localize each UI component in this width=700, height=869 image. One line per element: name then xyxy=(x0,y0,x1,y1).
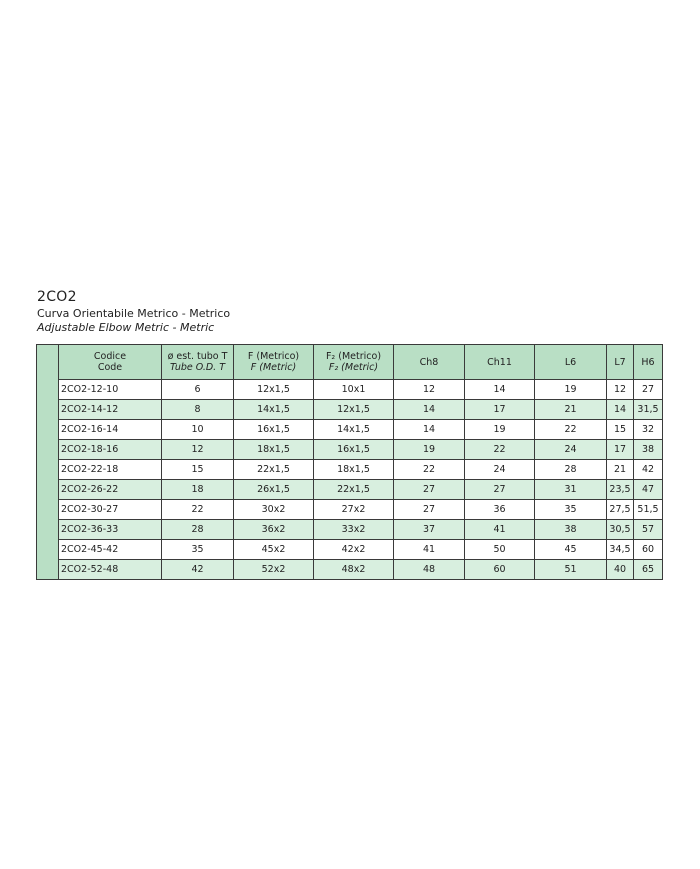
table-cell: 35 xyxy=(535,500,607,520)
table-cell: 45x2 xyxy=(234,540,314,560)
table-cell: 22 xyxy=(535,420,607,440)
column-header-label: L6 xyxy=(564,356,577,368)
table-cell: 28 xyxy=(162,520,234,540)
table-row xyxy=(59,520,663,540)
table-cell: 12 xyxy=(607,380,634,400)
table-cell: 14x1,5 xyxy=(314,420,394,440)
table-row xyxy=(59,560,663,580)
table-cell: 14 xyxy=(394,400,465,420)
table-cell: 22 xyxy=(394,460,465,480)
table-cell: 24 xyxy=(465,460,535,480)
column-header-sublabel: F₂ (Metric) xyxy=(328,362,379,373)
table-cell: 2CO2-30-27 xyxy=(59,500,162,520)
table-cell: 36x2 xyxy=(234,520,314,540)
table-cell: 51,5 xyxy=(634,500,663,520)
table-cell: 27,5 xyxy=(607,500,634,520)
table-cell: 22x1,5 xyxy=(314,480,394,500)
table-cell: 2CO2-12-10 xyxy=(59,380,162,400)
table-cell: 45 xyxy=(535,540,607,560)
column-header-label: F₂ (Metrico) xyxy=(325,351,382,362)
table-cell: 27 xyxy=(394,500,465,520)
table-cell: 18x1,5 xyxy=(314,460,394,480)
table-cell: 22 xyxy=(465,440,535,460)
table-cell: 60 xyxy=(465,560,535,580)
table-cell: 32 xyxy=(634,420,663,440)
column-header xyxy=(162,345,234,380)
table-cell: 2CO2-45-42 xyxy=(59,540,162,560)
column-header xyxy=(607,345,634,380)
table-cell: 2CO2-36-33 xyxy=(59,520,162,540)
title-italian: Curva Orientabile Metrico - Metrico xyxy=(37,307,231,320)
table-cell: 42 xyxy=(634,460,663,480)
table-cell: 41 xyxy=(465,520,535,540)
table-cell: 48x2 xyxy=(314,560,394,580)
table-cell: 17 xyxy=(465,400,535,420)
table-cell: 22 xyxy=(162,500,234,520)
table-cell: 26x1,5 xyxy=(234,480,314,500)
table-cell: 50 xyxy=(465,540,535,560)
product-code: 2CO2 xyxy=(37,289,77,305)
table-body xyxy=(59,380,663,580)
table-cell: 42x2 xyxy=(314,540,394,560)
column-header xyxy=(465,345,535,380)
spec-table-container xyxy=(36,344,663,580)
table-cell: 12 xyxy=(394,380,465,400)
table-cell: 2CO2-14-12 xyxy=(59,400,162,420)
table-row xyxy=(59,480,663,500)
table-cell: 19 xyxy=(394,440,465,460)
column-header xyxy=(314,345,394,380)
table-cell: 40 xyxy=(607,560,634,580)
table-cell: 14 xyxy=(607,400,634,420)
table-cell: 12x1,5 xyxy=(234,380,314,400)
table-cell: 14 xyxy=(465,380,535,400)
column-header-sublabel: Code xyxy=(97,362,123,373)
table-cell: 42 xyxy=(162,560,234,580)
table-cell: 2CO2-16-14 xyxy=(59,420,162,440)
table-cell: 21 xyxy=(535,400,607,420)
table-cell: 18 xyxy=(162,480,234,500)
column-header xyxy=(234,345,314,380)
spec-table xyxy=(58,344,663,580)
table-cell: 52x2 xyxy=(234,560,314,580)
table-cell: 15 xyxy=(607,420,634,440)
column-header xyxy=(634,345,663,380)
table-cell: 27 xyxy=(465,480,535,500)
table-cell: 18x1,5 xyxy=(234,440,314,460)
table-cell: 37 xyxy=(394,520,465,540)
table-cell: 10x1 xyxy=(314,380,394,400)
table-row xyxy=(59,420,663,440)
table-cell: 38 xyxy=(535,520,607,540)
column-header-sublabel: F (Metric) xyxy=(250,362,297,373)
column-header-label: Ch11 xyxy=(487,356,512,368)
table-cell: 65 xyxy=(634,560,663,580)
table-cell: 2CO2-22-18 xyxy=(59,460,162,480)
table-cell: 31,5 xyxy=(634,400,663,420)
table-row xyxy=(59,460,663,480)
table-row xyxy=(59,540,663,560)
table-cell: 21 xyxy=(607,460,634,480)
table-cell: 2CO2-18-16 xyxy=(59,440,162,460)
table-row xyxy=(59,400,663,420)
table-cell: 38 xyxy=(634,440,663,460)
column-header xyxy=(535,345,607,380)
side-bar xyxy=(36,344,58,580)
table-cell: 2CO2-26-22 xyxy=(59,480,162,500)
table-cell: 23,5 xyxy=(607,480,634,500)
table-cell: 14 xyxy=(394,420,465,440)
table-cell: 22x1,5 xyxy=(234,460,314,480)
heading xyxy=(37,287,230,335)
table-cell: 17 xyxy=(607,440,634,460)
table-cell: 27x2 xyxy=(314,500,394,520)
table-cell: 41 xyxy=(394,540,465,560)
column-header-label: Ch8 xyxy=(419,356,439,368)
table-header-row xyxy=(59,345,663,380)
table-row xyxy=(59,500,663,520)
table-row xyxy=(59,380,663,400)
table-cell: 60 xyxy=(634,540,663,560)
column-header-label: L7 xyxy=(614,356,626,368)
table-cell: 34,5 xyxy=(607,540,634,560)
column-header-label: F (Metrico) xyxy=(247,351,300,362)
column-header-label: ø est. tubo T xyxy=(167,351,228,362)
table-cell: 33x2 xyxy=(314,520,394,540)
table-cell: 35 xyxy=(162,540,234,560)
table-cell: 48 xyxy=(394,560,465,580)
table-cell: 14x1,5 xyxy=(234,400,314,420)
table-cell: 57 xyxy=(634,520,663,540)
table-cell: 12x1,5 xyxy=(314,400,394,420)
table-cell: 15 xyxy=(162,460,234,480)
table-cell: 12 xyxy=(162,440,234,460)
column-header-label: Codice xyxy=(93,351,127,362)
column-header-sublabel: Tube O.D. T xyxy=(169,362,226,373)
column-header-label: H6 xyxy=(641,356,655,368)
column-header xyxy=(394,345,465,380)
table-cell: 31 xyxy=(535,480,607,500)
table-cell: 30,5 xyxy=(607,520,634,540)
column-header xyxy=(59,345,162,380)
table-cell: 19 xyxy=(535,380,607,400)
table-cell: 16x1,5 xyxy=(234,420,314,440)
title-english: Adjustable Elbow Metric - Metric xyxy=(37,321,215,334)
table-cell: 36 xyxy=(465,500,535,520)
table-cell: 19 xyxy=(465,420,535,440)
table-cell: 47 xyxy=(634,480,663,500)
table-cell: 8 xyxy=(162,400,234,420)
table-cell: 27 xyxy=(634,380,663,400)
table-cell: 51 xyxy=(535,560,607,580)
table-cell: 27 xyxy=(394,480,465,500)
table-cell: 16x1,5 xyxy=(314,440,394,460)
table-cell: 28 xyxy=(535,460,607,480)
table-cell: 2CO2-52-48 xyxy=(59,560,162,580)
table-cell: 30x2 xyxy=(234,500,314,520)
table-cell: 24 xyxy=(535,440,607,460)
table-row xyxy=(59,440,663,460)
table-cell: 6 xyxy=(162,380,234,400)
table-cell: 10 xyxy=(162,420,234,440)
